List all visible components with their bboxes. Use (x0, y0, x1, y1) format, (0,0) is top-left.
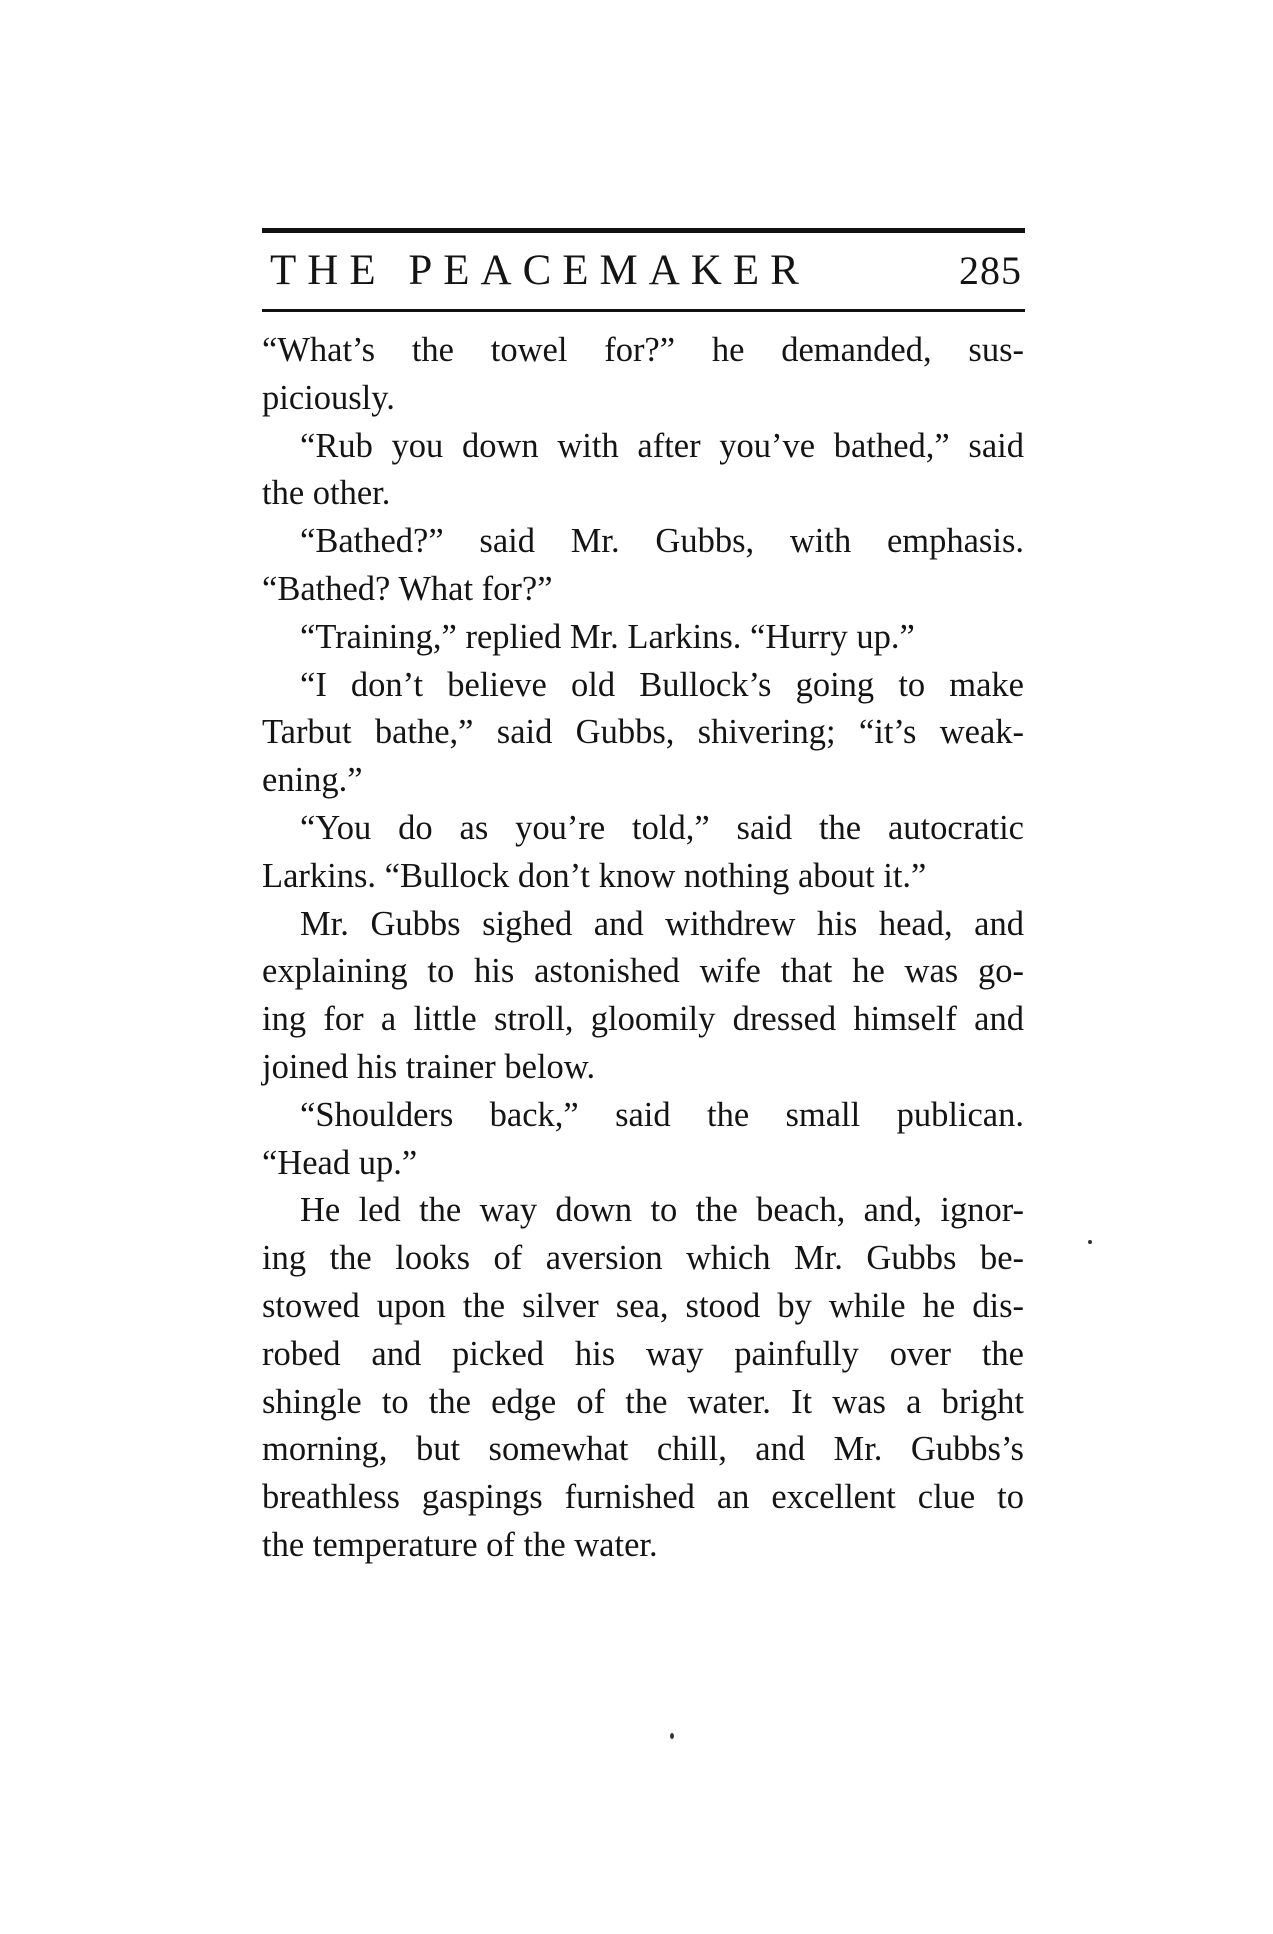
text-line: piciously. (262, 378, 395, 417)
text-line: Tarbut bathe,” said Gubbs, shivering; “it’s weak- (262, 713, 1024, 752)
running-head (270, 240, 1022, 302)
ink-speck (1088, 1240, 1092, 1244)
page-number: 285 (959, 248, 1022, 293)
text-line: “Shoulders back,” said the small publican. (300, 1095, 1024, 1134)
header-top-rule (262, 228, 1025, 233)
text-line: “Training,” replied Mr. Larkins. “Hurry up.” (300, 617, 915, 656)
text-line: He led the way down to the beach, and, ignor- (300, 1191, 1024, 1230)
text-line: breathless gaspings furnished an excellent clue to (262, 1478, 1024, 1517)
text-line: “Rub you down with after you’ve bathed,” said (300, 426, 1024, 465)
text-line: explaining to his astonished wife that he was go- (262, 952, 1024, 991)
text-line: the other. (262, 474, 391, 513)
text-line: ing for a little stroll, gloomily dressed himself and (262, 1000, 1024, 1039)
text-line: “You do as you’re told,” said the autocratic (300, 808, 1024, 847)
text-line: morning, but somewhat chill, and Mr. Gubbs’s (262, 1430, 1024, 1469)
text-line: ing the looks of aversion which Mr. Gubbs be- (262, 1239, 1024, 1278)
text-line: “What’s the towel for?” he demanded, sus- (262, 331, 1024, 369)
text-line: “I don’t believe old Bullock’s going to make (300, 665, 1024, 704)
text-line: shingle to the edge of the water. It was a bright (262, 1382, 1024, 1421)
text-line: ening.” (262, 761, 363, 800)
text-line: “Bathed?” said Mr. Gubbs, with emphasis. (300, 522, 1024, 561)
text-line: stowed upon the silver sea, stood by while he dis- (262, 1286, 1024, 1325)
text-line: the temperature of the water. (262, 1525, 658, 1564)
text-line: “Head up.” (262, 1143, 418, 1182)
text-line: “Bathed? What for?” (262, 569, 553, 608)
ink-speck (670, 1733, 674, 1739)
body-text (262, 327, 1024, 1570)
header-bottom-rule (262, 309, 1025, 312)
text-line: Mr. Gubbs sighed and withdrew his head, and (300, 904, 1024, 943)
text-line: Larkins. “Bullock don’t know nothing about it.” (262, 856, 927, 895)
text-line: robed and picked his way painfully over the (262, 1334, 1024, 1373)
text-line: joined his trainer below. (262, 1047, 596, 1086)
running-title: THE PEACEMAKER (270, 247, 810, 294)
